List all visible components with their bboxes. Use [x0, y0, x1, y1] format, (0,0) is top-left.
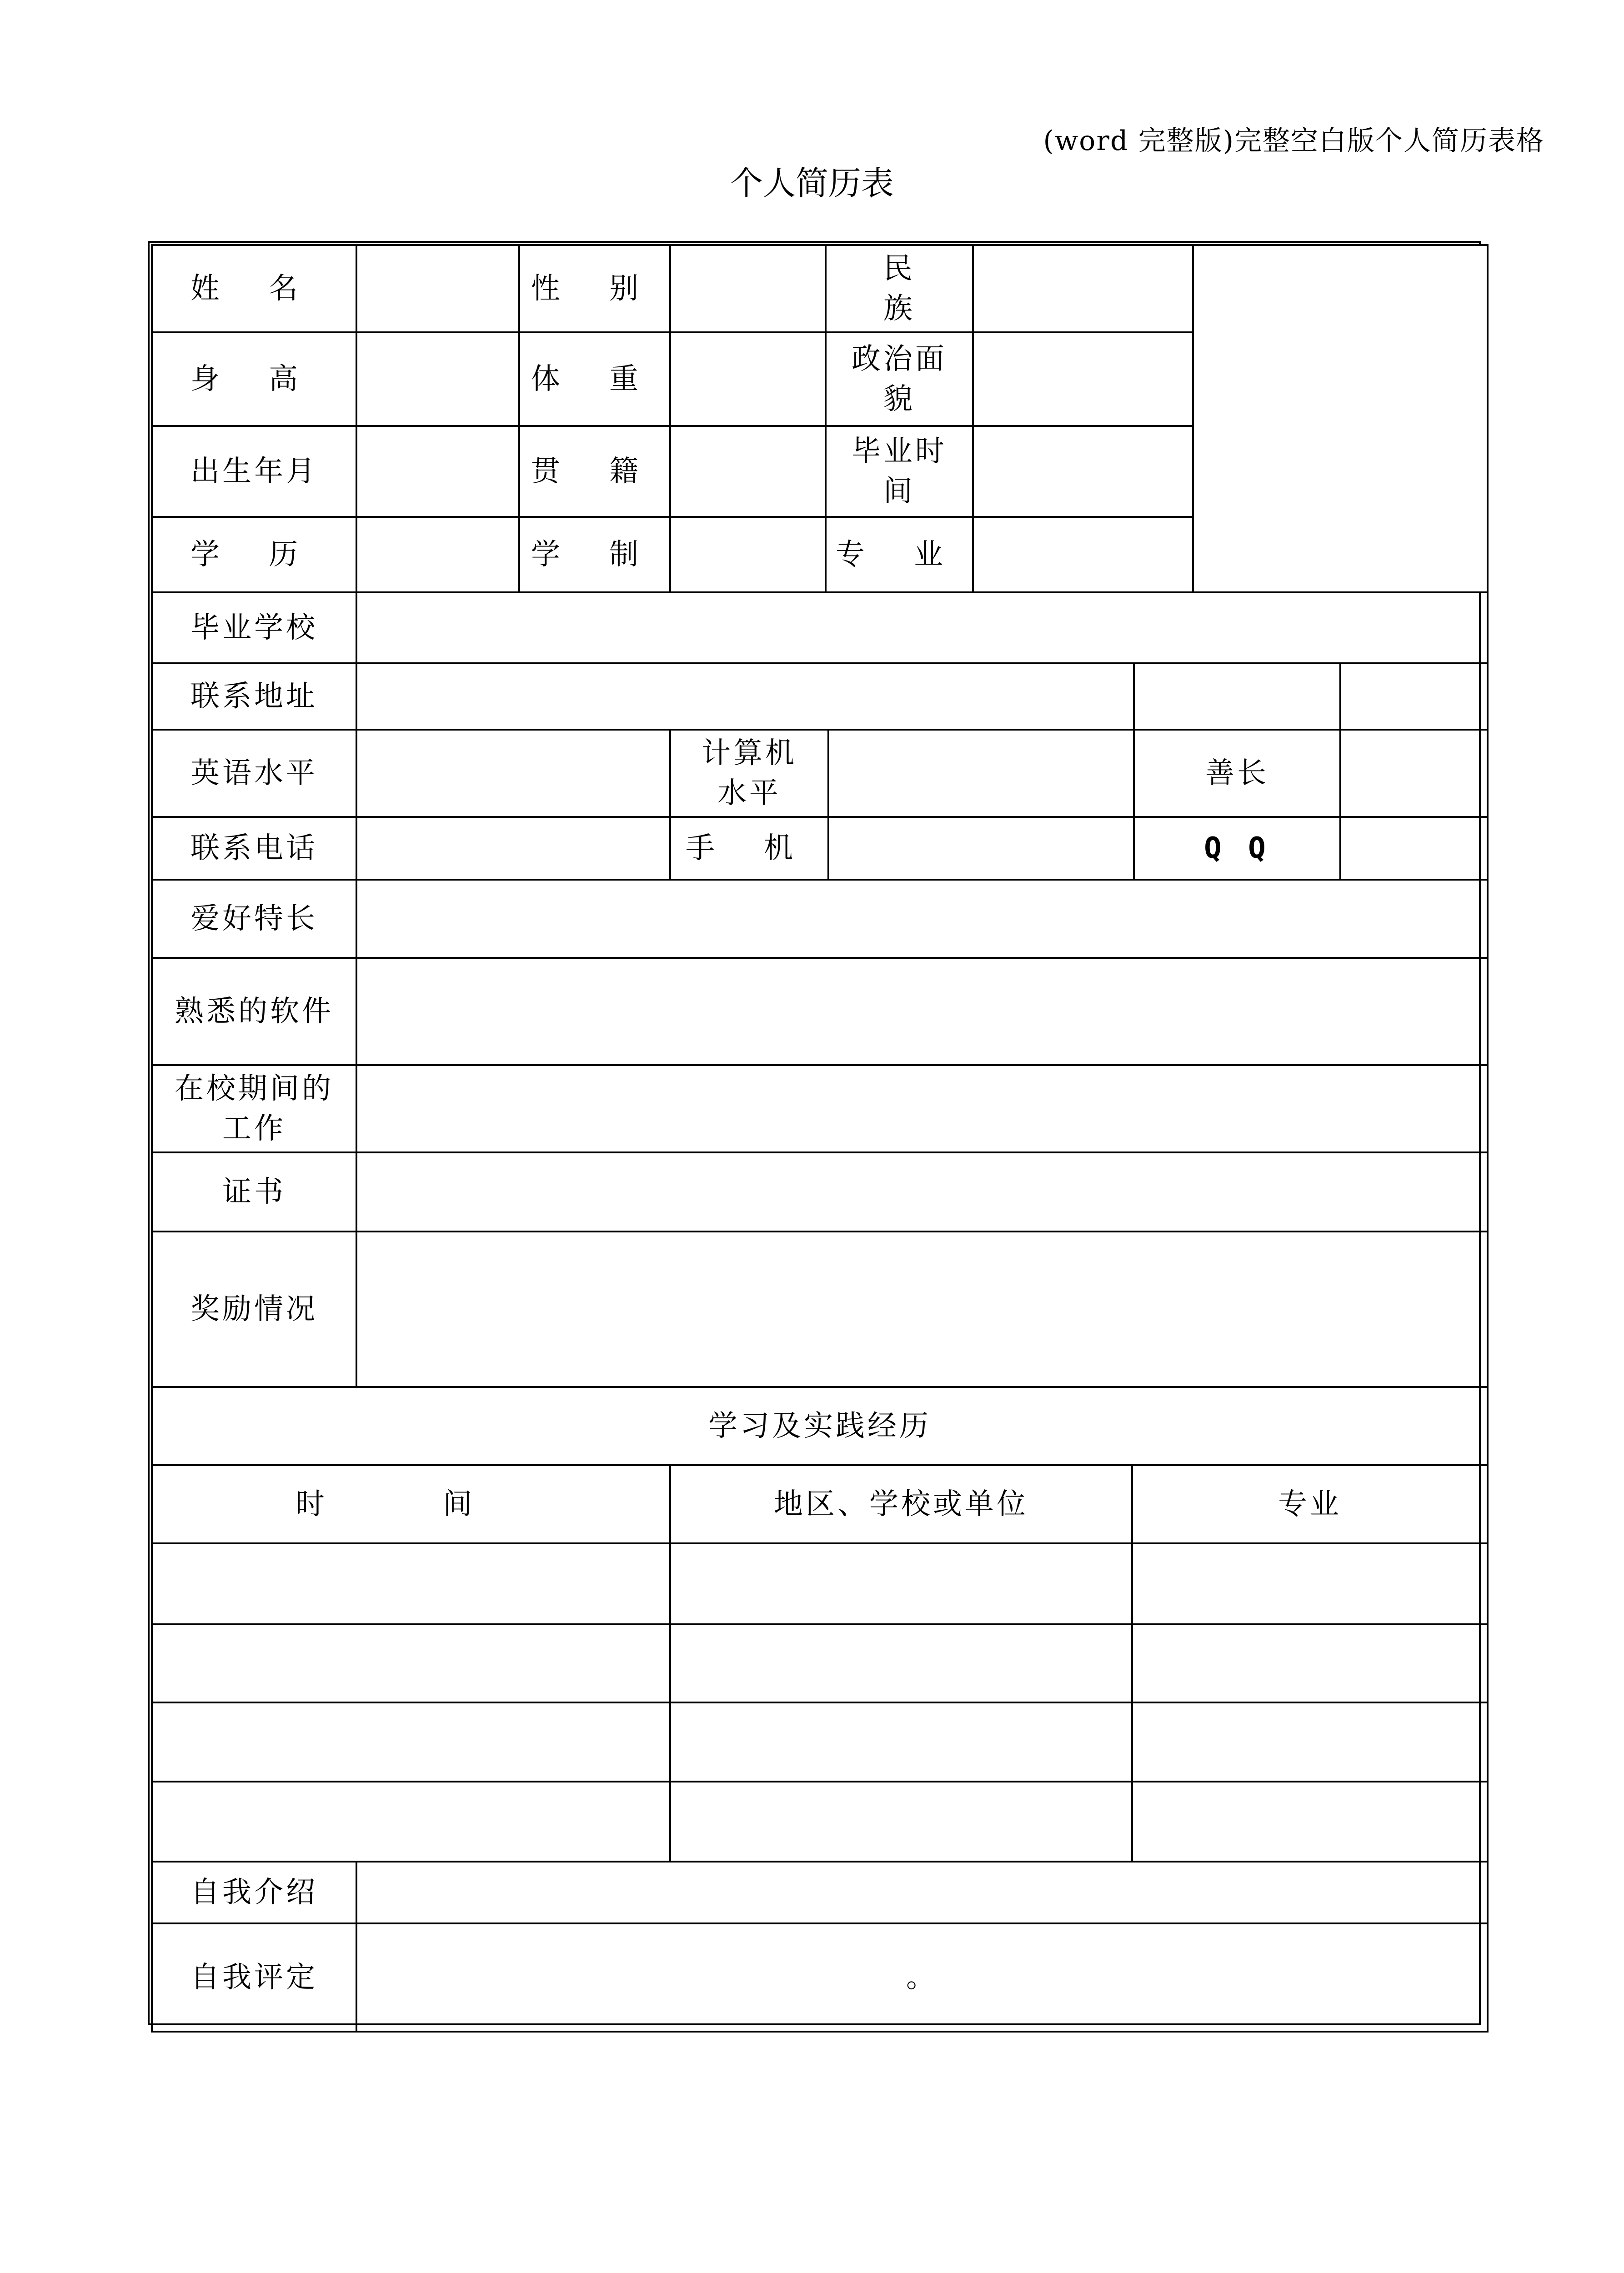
experience-time-cell[interactable] — [152, 1543, 670, 1624]
self-eval-label: 自我评定 — [152, 1923, 356, 2032]
education-field[interactable] — [356, 517, 519, 592]
software-label: 熟悉的软件 — [152, 958, 356, 1065]
row-name — [152, 245, 1488, 332]
height-label: 身 高 — [152, 332, 356, 426]
phone-field[interactable] — [356, 817, 670, 880]
self-intro-label: 自我介绍 — [152, 1862, 356, 1923]
name-label: 姓 名 — [152, 245, 356, 332]
resume-table — [151, 244, 1489, 2033]
ethnicity-field[interactable] — [973, 245, 1193, 332]
table-row — [152, 1782, 1488, 1862]
experience-major-cell[interactable] — [1132, 1543, 1488, 1624]
birth-label: 出生年月 — [152, 426, 356, 517]
hobby-label: 爱好特长 — [152, 880, 356, 958]
ethnicity-label: 民族 — [826, 245, 973, 332]
header-note: (word 完整版)完整空白版个人简历表格 — [1043, 125, 1544, 157]
table-row — [152, 1543, 1488, 1624]
address-extra-field-2[interactable] — [1340, 663, 1488, 730]
strength-field[interactable] — [1340, 730, 1488, 817]
row-software — [152, 958, 1488, 1065]
grad-time-field[interactable] — [973, 426, 1193, 517]
school-label: 毕业学校 — [152, 592, 356, 663]
row-english — [152, 730, 1488, 817]
political-field[interactable] — [973, 332, 1193, 426]
experience-place-cell[interactable] — [670, 1782, 1132, 1862]
experience-time-cell[interactable] — [152, 1782, 670, 1862]
grad-time-label: 毕业时间 — [826, 426, 973, 517]
experience-section-title: 学习及实践经历 — [152, 1387, 1488, 1465]
native-label: 贯 籍 — [519, 426, 670, 517]
table-row — [152, 1702, 1488, 1782]
mobile-label: 手 机 — [670, 817, 828, 880]
education-label: 学 历 — [152, 517, 356, 592]
cert-label: 证书 — [152, 1152, 356, 1232]
experience-header-row — [152, 1465, 1488, 1543]
row-school — [152, 592, 1488, 663]
row-award — [152, 1232, 1488, 1387]
cert-field[interactable] — [356, 1152, 1488, 1232]
address-label: 联系地址 — [152, 663, 356, 730]
school-work-label: 在校期间的工作 — [152, 1065, 356, 1152]
computer-label: 计算机水平 — [670, 730, 828, 817]
major-field[interactable] — [973, 517, 1193, 592]
row-phone — [152, 817, 1488, 880]
experience-time-cell[interactable] — [152, 1624, 670, 1702]
school-work-field[interactable] — [356, 1065, 1488, 1152]
award-field[interactable] — [356, 1232, 1488, 1387]
self-intro-field[interactable] — [356, 1862, 1488, 1923]
weight-label: 体 重 — [519, 332, 670, 426]
experience-major-cell[interactable] — [1132, 1782, 1488, 1862]
birth-field[interactable] — [356, 426, 519, 517]
native-field[interactable] — [670, 426, 826, 517]
schooling-field[interactable] — [670, 517, 826, 592]
gender-field[interactable] — [670, 245, 826, 332]
english-field[interactable] — [356, 730, 670, 817]
gender-label: 性 别 — [519, 245, 670, 332]
height-field[interactable] — [356, 332, 519, 426]
school-field[interactable] — [356, 592, 1488, 663]
row-self-intro — [152, 1862, 1488, 1923]
row-school-work — [152, 1065, 1488, 1152]
col-place-header: 地区、学校或单位 — [670, 1465, 1132, 1543]
row-address — [152, 663, 1488, 730]
self-eval-field[interactable]: 。 — [356, 1923, 1488, 2032]
experience-place-cell[interactable] — [670, 1702, 1132, 1782]
experience-place-cell[interactable] — [670, 1624, 1132, 1702]
col-major-header: 专业 — [1132, 1465, 1488, 1543]
major-label: 专 业 — [826, 517, 973, 592]
row-self-eval — [152, 1923, 1488, 2032]
qq-field[interactable] — [1340, 817, 1488, 880]
page-title: 个人简历表 — [730, 164, 894, 202]
weight-field[interactable] — [670, 332, 826, 426]
award-label: 奖励情况 — [152, 1232, 356, 1387]
qq-label: Q Q — [1134, 817, 1340, 880]
computer-field[interactable] — [828, 730, 1134, 817]
software-field[interactable] — [356, 958, 1488, 1065]
experience-place-cell[interactable] — [670, 1543, 1132, 1624]
experience-time-cell[interactable] — [152, 1702, 670, 1782]
row-hobby — [152, 880, 1488, 958]
experience-major-cell[interactable] — [1132, 1624, 1488, 1702]
mobile-field[interactable] — [828, 817, 1134, 880]
address-extra-field[interactable] — [1134, 663, 1340, 730]
experience-major-cell[interactable] — [1132, 1702, 1488, 1782]
row-experience-title — [152, 1387, 1488, 1465]
english-label: 英语水平 — [152, 730, 356, 817]
row-cert — [152, 1152, 1488, 1232]
strength-label: 善长 — [1134, 730, 1340, 817]
schooling-label: 学 制 — [519, 517, 670, 592]
address-field[interactable] — [356, 663, 1134, 730]
name-field[interactable] — [356, 245, 519, 332]
col-time-header: 时 间 — [152, 1465, 670, 1543]
table-row — [152, 1624, 1488, 1702]
hobby-field[interactable] — [356, 880, 1488, 958]
political-label: 政治面貌 — [826, 332, 973, 426]
photo-area[interactable] — [1193, 245, 1488, 592]
phone-label: 联系电话 — [152, 817, 356, 880]
